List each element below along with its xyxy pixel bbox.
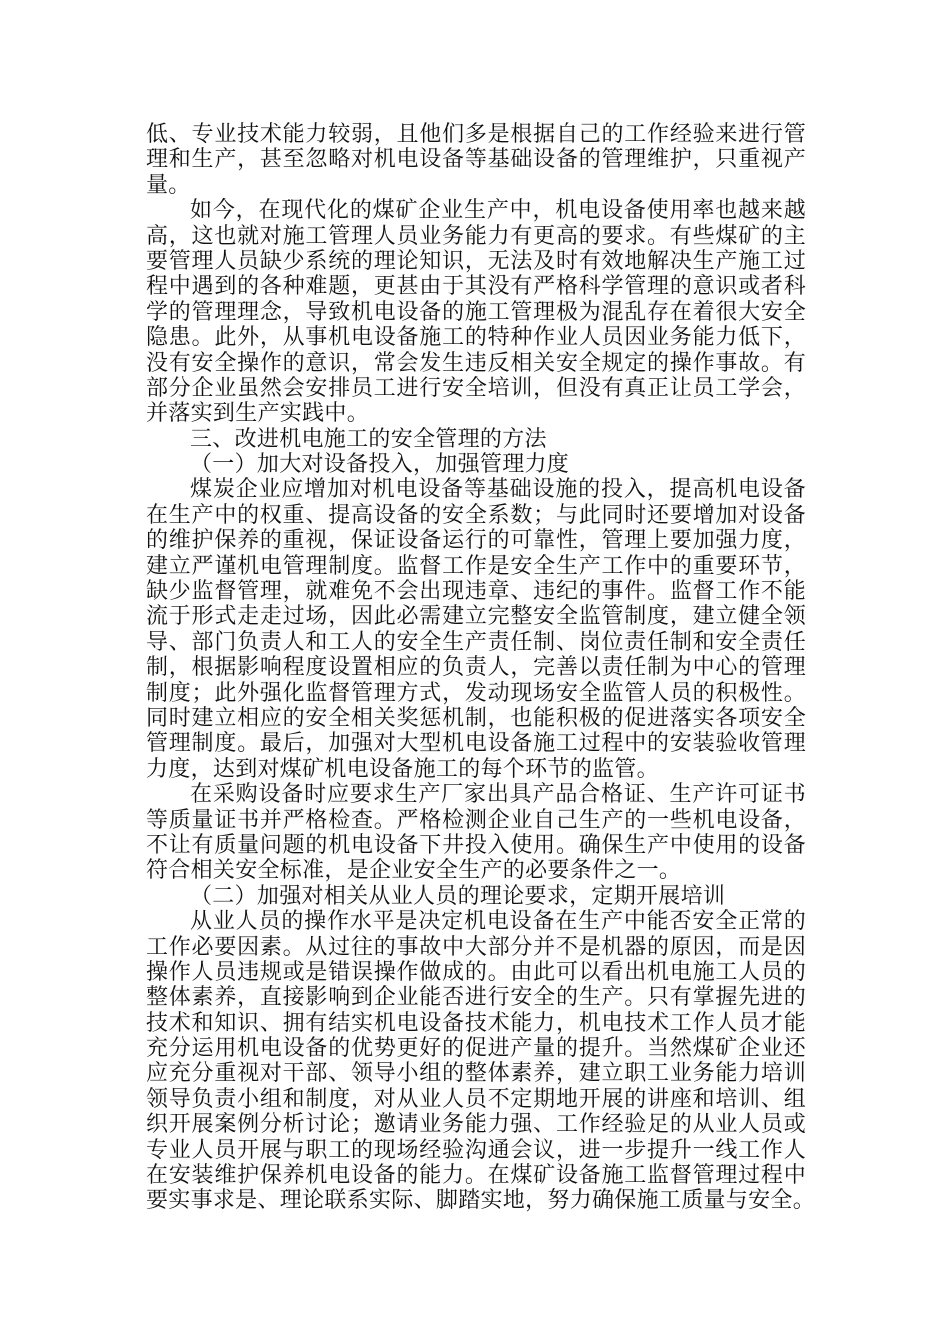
text-line: 等质量证书并严格检查。严格检测企业自己生产的一些机电设备，	[146, 807, 806, 833]
text-line: 力度，达到对煤矿机电设备施工的每个环节的监管。	[146, 756, 659, 782]
text-line: 低、专业技术能力较弱，且他们多是根据自己的工作经验来进行管	[146, 122, 806, 147]
text-line: 的维护保养的重视，保证设备运行的可靠性，管理上要加强力度，	[146, 528, 806, 554]
document-body	[146, 122, 816, 1214]
text-line: 理和生产，甚至忽略对机电设备等基础设备的管理维护，只重视产	[146, 147, 806, 173]
text-line: 不让有质量问题的机电设备下井投入使用。确保生产中使用的设备	[146, 832, 806, 858]
text-line: 工作必要因素。从过往的事故中大部分并不是机器的原因，而是因	[146, 934, 806, 960]
text-line: 领导负责小组和制度，对从业人员不定期地开展的讲座和培训、组	[146, 1086, 806, 1112]
text-line: 学的管理理念，导致机电设备的施工管理极为混乱存在着很大安全	[146, 299, 806, 325]
text-line: 制，根据影响程度设置相应的负责人，完善以责任制为中心的管理	[146, 655, 806, 681]
text-line: 三、改进机电施工的安全管理的方法	[190, 426, 547, 452]
text-line: 专业人员开展与职工的现场经验沟通会议，进一步提升一线工作人	[146, 1137, 806, 1163]
text-line: 技术和知识、拥有结实机电设备技术能力，机电技术工作人员才能	[146, 1010, 806, 1036]
text-line: 煤炭企业应增加对机电设备等基础设施的投入，提高机电设备	[190, 477, 806, 503]
text-line: 部分企业虽然会安排员工进行安全培训，但没有真正让员工学会，	[146, 375, 806, 401]
text-line: 导、部门负责人和工人的安全生产责任制、岗位责任制和安全责任	[146, 629, 806, 655]
text-line: 要实事求是、理论联系实际、脚踏实地，努力确保施工质量与安全。	[146, 1188, 816, 1214]
text-line: 如今，在现代化的煤矿企业生产中，机电设备使用率也越来越	[190, 198, 806, 224]
text-line: 同时建立相应的安全相关奖惩机制，也能积极的促进落实各项安全	[146, 705, 806, 731]
text-line: 要管理人员缺少系统的理论知识，无法及时有效地解决生产施工过	[146, 248, 806, 274]
text-line: 操作人员违规或是错误操作做成的。由此可以看出机电施工人员的	[146, 959, 806, 985]
text-line: 量。	[146, 172, 191, 198]
text-line: 流于形式走走过场，因此必需建立完整安全监管制度，建立健全领	[146, 604, 806, 630]
text-line: 制度；此外强化监督管理方式，发动现场安全监管人员的积极性。	[146, 680, 806, 706]
text-line: 应充分重视对干部、领导小组的整体素养，建立职工业务能力培训	[146, 1061, 806, 1087]
text-line: 在采购设备时应要求生产厂家出具产品合格证、生产许可证书	[190, 782, 806, 808]
text-line: 程中遇到的各种难题，更甚由于其没有严格科学管理的意识或者科	[146, 274, 806, 300]
text-line: 隐患。此外，从事机电设备施工的特种作业人员因业务能力低下，	[146, 325, 806, 351]
text-line: 织开展案例分析讨论；邀请业务能力强、工作经验足的从业人员或	[146, 1112, 806, 1138]
text-line: 没有安全操作的意识，常会发生违反相关安全规定的操作事故。有	[146, 350, 806, 376]
text-line: 管理制度。最后，加强对大型机电设备施工过程中的安装验收管理	[146, 731, 806, 757]
text-line: 高，这也就对施工管理人员业务能力有更高的要求。有些煤矿的主	[146, 223, 806, 249]
text-line: 建立严谨机电管理制度。监督工作是安全生产工作中的重要环节，	[146, 553, 806, 579]
text-line: 符合相关安全标准，是企业安全生产的必要条件之一。	[146, 858, 682, 884]
text-line: 整体素养，直接影响到企业能否进行安全的生产。只有掌握先进的	[146, 985, 806, 1011]
text-line: 并落实到生产实践中。	[146, 401, 370, 427]
text-line: 在生产中的权重、提高设备的安全系数；与此同时还要增加对设备	[146, 502, 806, 528]
text-line: （二）加强对相关从业人员的理论要求，定期开展培训	[190, 883, 726, 909]
text-line: 充分运用机电设备的优势更好的促进产量的提升。当然煤矿企业还	[146, 1036, 806, 1062]
text-line: （一）加大对设备投入，加强管理力度	[190, 452, 570, 478]
text-line: 从业人员的操作水平是决定机电设备在生产中能否安全正常的	[190, 909, 806, 935]
text-line: 缺少监督管理，就难免不会出现违章、违纪的事件。监督工作不能	[146, 579, 806, 605]
text-line: 在安装维护保养机电设备的能力。在煤矿设备施工监督管理过程中	[146, 1163, 806, 1189]
